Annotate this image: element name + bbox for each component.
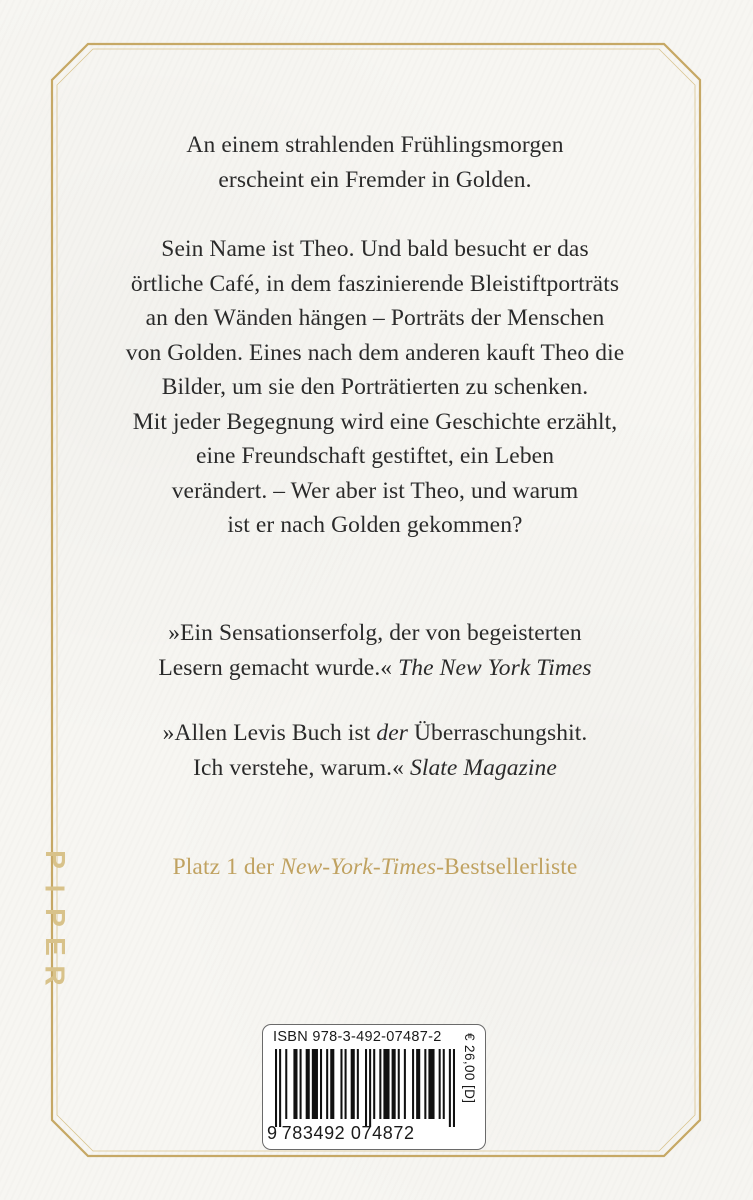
story-line: ist er nach Golden gekommen? — [227, 512, 523, 538]
barcode-bar — [439, 1049, 441, 1119]
barcode-group-left: 783492 — [281, 1123, 346, 1143]
quote-source: Slate Magazine — [409, 754, 557, 781]
barcode-bar — [293, 1049, 297, 1119]
quote-line — [110, 651, 640, 686]
intro-line: erscheint ein Fremder in Golden. — [218, 166, 532, 193]
barcode-bar — [365, 1049, 367, 1127]
story-line: an den Wänden hängen – Porträts der Menschen — [145, 305, 605, 331]
quote-text: Ich verstehe, warum.« — [193, 754, 410, 781]
publisher-letter: E — [39, 937, 71, 956]
story-line: verändert. – Wer aber ist Theo, und warum — [171, 477, 579, 504]
barcode-bar — [449, 1049, 451, 1127]
quote-text: »Allen Levis Buch ist — [162, 720, 377, 746]
barcode-bar — [340, 1049, 342, 1119]
story-line: von Golden. Eines nach dem anderen kauft Theo die — [125, 339, 625, 366]
story-line: eine Freundschaft gestiftet, ein Leben — [195, 443, 555, 469]
quote-emphasis: der — [376, 720, 408, 746]
barcode-bar — [404, 1049, 406, 1119]
story-line: Mit jeder Begegnung wird eine Geschichte erzählt, — [132, 408, 618, 435]
bestseller-text: Platz 1 der — [172, 854, 281, 880]
barcode-panel — [262, 1024, 486, 1150]
barcode-bar — [392, 1049, 396, 1119]
barcode-bar — [424, 1049, 426, 1119]
barcode-group-right: 074872 — [350, 1123, 415, 1143]
intro-line: An einem strahlenden Frühlingsmorgen — [186, 132, 564, 158]
price-label: € 26,00 [D] — [462, 1033, 477, 1104]
publisher-letter: P — [39, 908, 71, 927]
bestseller-emphasis: New-York-Times — [280, 854, 437, 880]
publisher-letter: I — [39, 884, 71, 893]
barcode-bar — [279, 1049, 281, 1127]
barcode-bar — [416, 1049, 420, 1119]
bestseller-text: -Bestsellerliste — [436, 854, 578, 880]
quote-text: Lesern gemacht wurde.« — [158, 654, 399, 681]
review-quote-nyt — [110, 616, 640, 685]
quote-source: The New York Times — [398, 654, 592, 681]
barcode-bar — [330, 1049, 334, 1119]
publisher-letter: P — [39, 850, 71, 869]
barcode-bar — [275, 1049, 277, 1127]
quote-line: »Ein Sensationserfolg, der von begeisterten — [168, 620, 582, 646]
bestseller-note — [110, 850, 640, 885]
barcode-digits — [267, 1123, 463, 1144]
barcode-bar — [300, 1049, 302, 1119]
quote-text: Überraschungshit. — [408, 720, 588, 746]
barcode-bar — [320, 1049, 322, 1119]
barcode-bar — [412, 1049, 414, 1119]
story-line: örtliche Café, in dem faszinierende Bleistiftporträts — [130, 270, 620, 297]
quote-line — [110, 716, 640, 751]
publisher-letter: R — [39, 965, 71, 986]
barcode-bar — [357, 1049, 359, 1119]
barcode-bar — [326, 1049, 328, 1119]
barcode-bar — [428, 1049, 434, 1119]
barcode-image — [275, 1049, 455, 1127]
barcode-bar — [312, 1049, 318, 1119]
barcode-bar — [398, 1049, 400, 1119]
barcode-bar — [379, 1049, 381, 1119]
isbn-label: ISBN 978-3-492-07487-2 — [273, 1029, 442, 1045]
barcode-bar — [369, 1049, 371, 1127]
barcode-bar — [373, 1049, 375, 1119]
barcode-bar — [345, 1049, 347, 1119]
story-line: Sein Name ist Theo. Und bald besucht er das — [161, 236, 589, 262]
quote-line — [110, 751, 640, 786]
barcode-bar — [351, 1049, 355, 1119]
barcode-bar — [306, 1049, 310, 1119]
barcode-bar — [383, 1049, 389, 1119]
story-paragraph — [110, 232, 640, 543]
barcode-bar — [443, 1049, 445, 1119]
review-quote-slate — [110, 716, 640, 785]
story-line: Bilder, um sie den Porträtierten zu schenken. — [161, 374, 589, 400]
publisher-logo — [24, 845, 86, 995]
barcode-first-digit: 9 — [267, 1123, 278, 1143]
barcode-bar — [285, 1049, 287, 1119]
intro-paragraph — [110, 128, 640, 197]
